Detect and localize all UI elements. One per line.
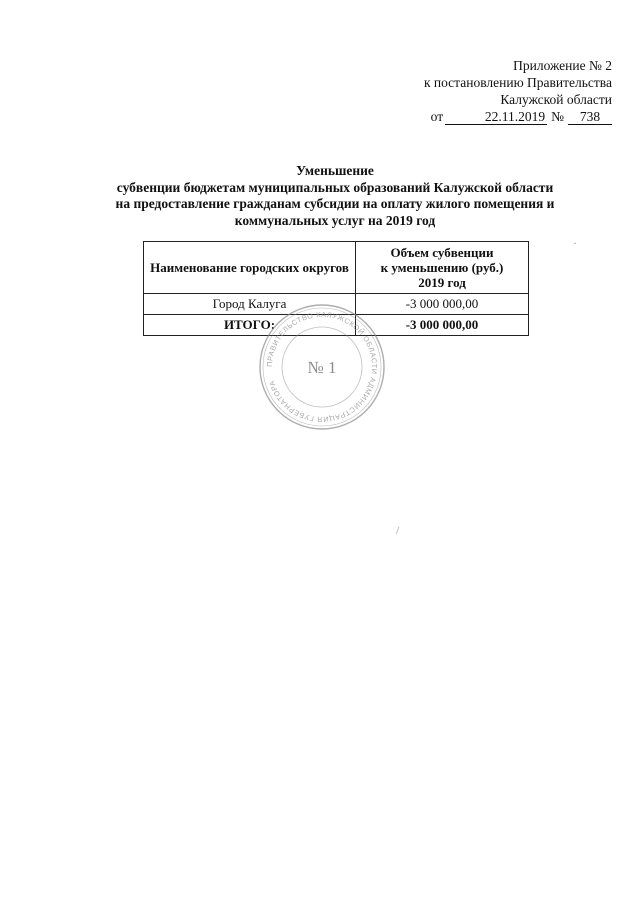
resolution-number: 738 bbox=[568, 109, 612, 125]
amount-value: -3 000 000,00 bbox=[356, 294, 529, 315]
number-label: № bbox=[551, 109, 564, 124]
title-line-4: коммунальных услуг на 2019 год bbox=[234, 212, 436, 228]
header-amount-line-3: 2019 год bbox=[418, 275, 466, 290]
title-line-3: на предоставление гражданам субсидии на оплату жилого помещения и bbox=[115, 196, 555, 211]
header-amount-line-2: к уменьшению (руб.) bbox=[380, 260, 504, 275]
appendix-title: Приложение № 2 bbox=[513, 58, 612, 73]
from-label: от bbox=[430, 109, 444, 124]
official-seal-icon bbox=[257, 302, 387, 432]
title-line-2: субвенции бюджетам муниципальных образований Калужской области bbox=[116, 179, 554, 195]
table-header-row bbox=[144, 242, 529, 294]
seal-center-text: № 1 bbox=[307, 358, 337, 377]
appendix-date-number bbox=[424, 108, 612, 125]
appendix-ref-line2: к постановлению Правительства bbox=[423, 75, 612, 90]
total-label: ИТОГО: bbox=[144, 315, 356, 336]
scan-mark: / bbox=[396, 523, 400, 537]
header-amount bbox=[356, 242, 529, 294]
title-line-1: Уменьшение bbox=[296, 163, 374, 178]
document-title bbox=[100, 163, 570, 229]
seal-ring-text: ПРАВИТЕЛЬСТВО КАЛУЖСКОЙ ОБЛАСТИ АДМИНИСТРАЦИЯ ГУБЕРНАТОРА bbox=[264, 309, 380, 425]
appendix-ref-line3: Калужской области bbox=[500, 92, 612, 107]
header-municipality: Наименование городских округов bbox=[144, 242, 356, 294]
total-amount: -3 000 000,00 bbox=[356, 315, 529, 336]
header-amount-line-1: Объем субвенции bbox=[390, 245, 494, 260]
appendix-header bbox=[424, 57, 612, 125]
municipality-name: Город Калуга bbox=[144, 294, 356, 315]
scan-mark: · bbox=[573, 236, 577, 250]
resolution-date: 22.11.2019 bbox=[445, 109, 547, 125]
